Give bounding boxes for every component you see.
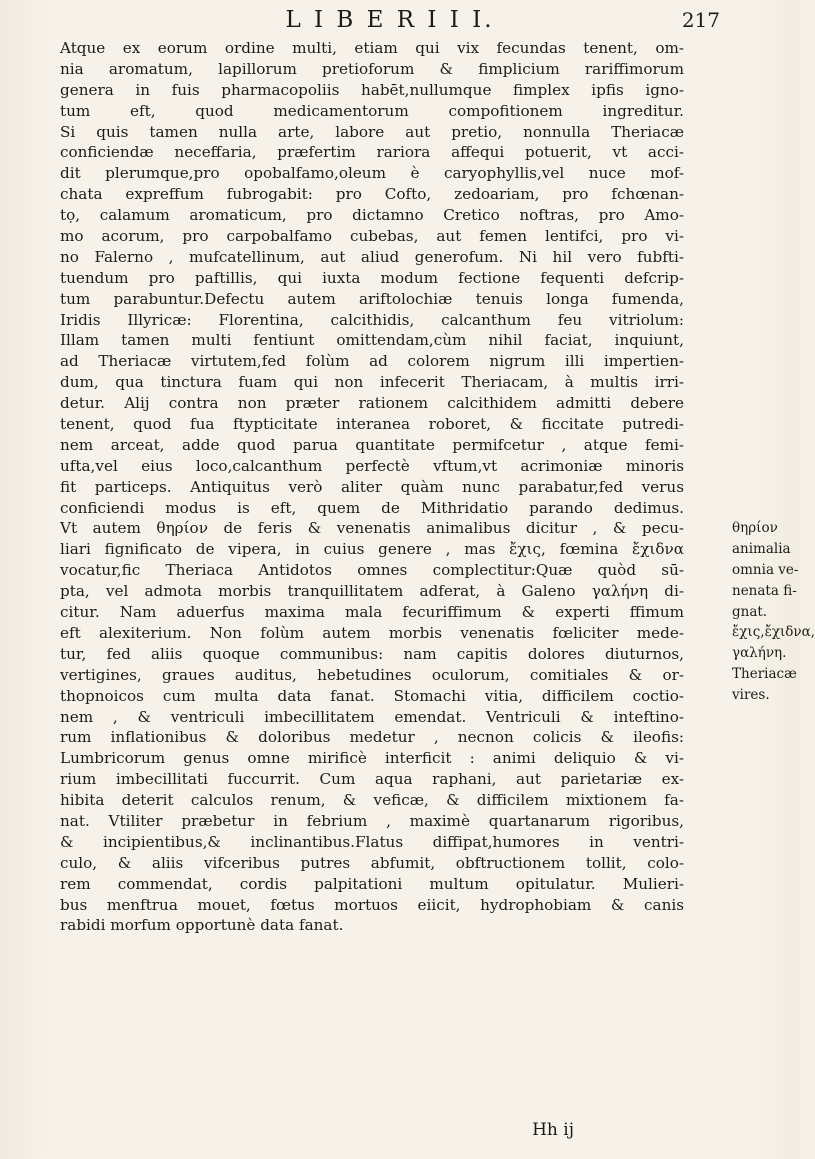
text-line: rabidi morfum opportunè data fanat. (60, 916, 344, 935)
running-title: L I B E R I I I. (285, 7, 495, 33)
text-line: eft alexiterium. Non folùm autem morbis venenatis fœliciter mede- (60, 623, 684, 642)
text-line: tuendum pro paftillis, qui iuxta modum fectione fequenti defcrip- (60, 268, 684, 287)
text-line: nem , & ventriculi imbecillitatem emendat. Ventriculi & inteftino- (60, 707, 684, 726)
text-line: liari fignificato de vipera, in cuius genere , mas ἔχις, fœmina ἔχιδνα (60, 540, 684, 559)
margin-note-line: θηρίον (732, 520, 778, 536)
text-line: Atque ex eorum ordine multi, etiam qui vix fecundas tenent, om- (60, 39, 684, 57)
margin-note-theriaca-etymology (732, 518, 815, 664)
page-number: 217 (681, 8, 720, 32)
text-line: dit plerumque,pro opobalfamo,oleum è caryophyllis,vel nuce mof- (60, 164, 684, 183)
text-line: Vt autem θηρίον de feris & venenatis animalibus dicitur , & pecu- (60, 519, 684, 538)
text-line: nat. Vtiliter præbetur in febrium , maximè quartanarum rigoribus, (60, 811, 684, 830)
text-line: mo acorum, pro carpobalfamo cubebas, aut femen lentifci, pro vi- (60, 227, 684, 246)
running-head (60, 4, 720, 36)
main-text (60, 38, 684, 936)
margin-note-line: omnia ve- (732, 561, 799, 578)
text-line: bus menftrua mouet, fœtus mortuos eiicit, hydrophobiam & canis (60, 895, 684, 914)
text-line: detur. Alij contra non præter rationem calcithidem admitti debere (60, 394, 684, 413)
margin-note-theriaca-vires (732, 664, 798, 706)
text-line: ad Theriacæ virtutem,fed folùm ad colorem nigrum illi impertien- (60, 352, 684, 371)
signature-text: Hh ij (532, 1120, 574, 1140)
text-line: Si quis tamen nulla arte, labore aut pretio, nonnulla Theriacæ (60, 122, 684, 141)
text-line: Illam tamen multi fentiunt omittendam,cùm nihil faciat, inquiunt, (60, 331, 684, 350)
text-line: pta, vel admota morbis tranquillitatem adferat, à Galeno γαλήνη di- (60, 582, 684, 601)
margin-note-line: nenata fi- (732, 582, 797, 599)
margin-note-line: γαλήνη. (732, 645, 787, 662)
text-line: vertigines, graues auditus, hebetudines oculorum, comitiales & or- (60, 665, 684, 684)
signature-mark (60, 1120, 684, 1140)
margin-note-line: gnat. (732, 603, 768, 620)
text-line: conficiendæ neceffaria, præfertim rariora affequi potuerit, vt acci- (60, 143, 684, 162)
text-line: Lumbricorum genus omne mirificè interficit : animi deliquio & vi- (60, 749, 684, 768)
margin-note-line: Theriacæ (732, 666, 797, 682)
text-line: rem commendat, cordis palpitationi multum opitulatur. Mulieri- (60, 874, 684, 893)
margin-note-line: vires. (732, 686, 770, 703)
text-line: thopnoicos cum multa data fanat. Stomachi vitia, difficilem coctio- (60, 686, 684, 705)
text-line: hibita deterit calculos renum, & veficæ, & difficilem mixtionem fa- (60, 791, 684, 810)
text-line: chata expreffum fubrogabit: pro Cofto, zedoariam, pro fchœnan- (60, 185, 684, 204)
text-line: nia aromatum, lapillorum pretioforum & fimplicium rariffimorum (60, 59, 684, 78)
text-line: ufta,vel eius loco,calcanthum perfectè vftum,vt acrimoniæ minoris (60, 456, 684, 475)
text-line: conficiendi modus is eft, quem de Mithridatio parando dedimus. (60, 498, 684, 517)
text-line: tum parabuntur.Defectu autem ariftolochiæ tenuis longa fumenda, (60, 289, 684, 308)
text-line: tọ, calamum aromaticum, pro dictamno Cretico noftras, pro Amo- (60, 206, 684, 225)
text-line: Iridis Illyricæ: Florentina, calcithidis, calcanthum feu vitriolum: (60, 310, 684, 329)
text-line: citur. Nam aduerfus maxima mala fecuriffimum & experti ffimum (60, 603, 684, 622)
margin-note-line: animalia (732, 540, 791, 557)
text-line: nem arceat, adde quod parua quantitate permifcetur , atque femi- (60, 435, 684, 454)
text-line: tum eft, quod medicamentorum compofitionem ingreditur. (60, 101, 684, 120)
margin-note-line: ἔχις,ἔχιδνα, (732, 624, 815, 641)
text-line: dum, qua tinctura fuam qui non infecerit Theriacam, à multis irri- (60, 373, 684, 392)
text-line: & incipientibus,& inclinantibus.Flatus diffipat,humores in ventri- (60, 832, 684, 851)
text-line: fit particeps. Antiquitus verò aliter quàm nunc parabatur,fed verus (60, 477, 684, 496)
text-line: vocatur,fic Theriaca Antidotos omnes complectitur:Quæ quòd sū- (60, 561, 684, 580)
text-line: rum inflationibus & doloribus medetur , necnon colicis & ileofis: (60, 728, 684, 747)
text-line: rium imbecillitati fuccurrit. Cum aqua raphani, aut parietariæ ex- (60, 770, 684, 789)
text-line: tur, fed aliis quoque communibus: nam capitis dolores diuturnos, (60, 644, 684, 663)
text-line: no Falerno , mufcatellinum, aut aliud generofum. Ni hil vero fubfti- (60, 247, 684, 266)
text-line: tenent, quod fua ftypticitate interanea roboret, & ficcitate putredi- (60, 415, 684, 434)
text-line: culo, & aliis vifceribus putres abfumit, obftructionem tollit, colo- (60, 853, 684, 872)
text-line: genera in fuis pharmacopoliis habēt,nullumque fimplex ipfis igno- (60, 80, 684, 99)
